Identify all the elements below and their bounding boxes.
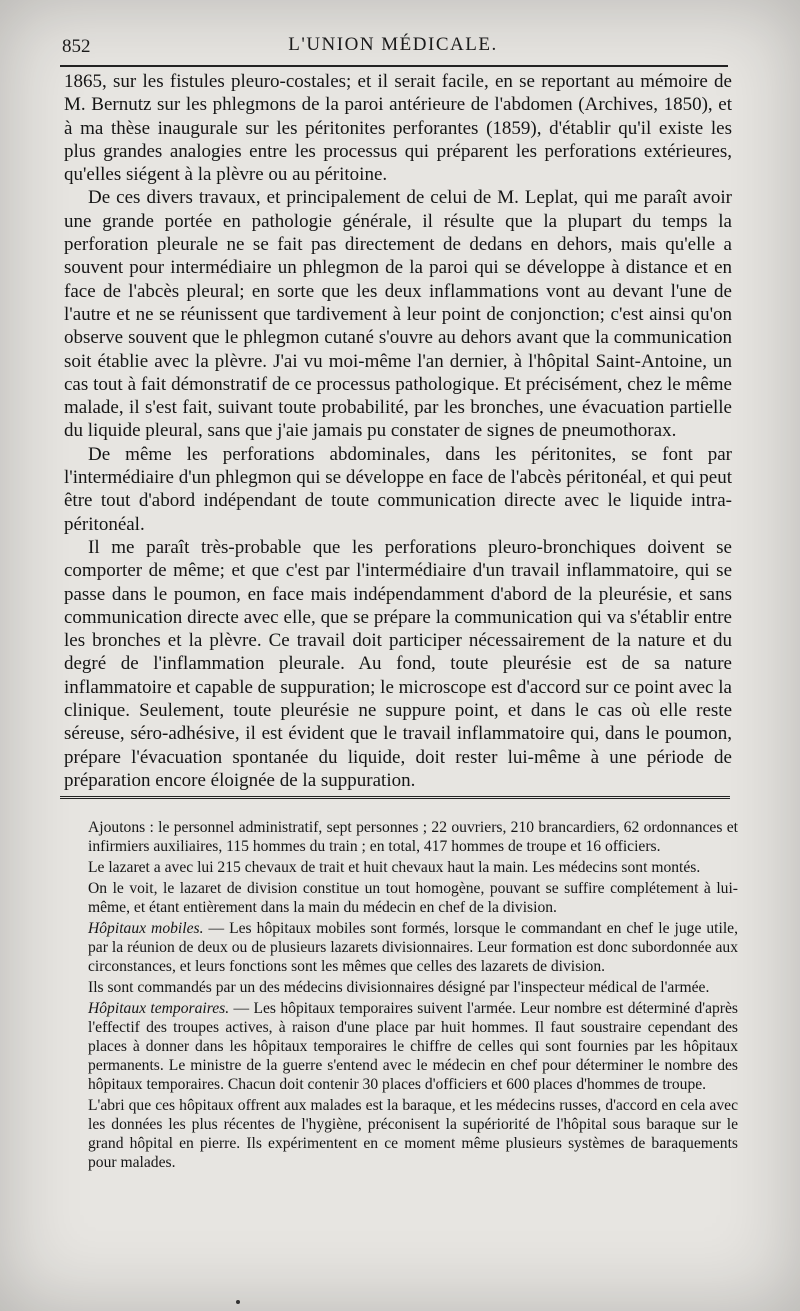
page-number: 852 xyxy=(62,36,91,57)
running-title: L'UNION MÉDICALE. xyxy=(288,34,498,55)
note-paragraph-5: Ils sont commandés par un des médecins divisionnaires désigné par l'inspecteur médical de l'armée. xyxy=(88,979,710,996)
paragraph-4: Il me paraît très-probable que les perforations pleuro-bronchiques doivent se comporter de même; et que c'est par l'intermédiaire d'un travail inflammatoire, qui se passe dans le poumon, en face mais indépendamment d'abord de la pleurésie, et sans communication directe avec elle, que se prépare la communication qui va s'établir entre les bronches et la plèvre. Ce travail doit participer nécessairement de la nature et du degré de l'inflammation pleurale. Au fond, toute pleurésie est de sa nature inflammatoire et capable de suppuration; le microscope est d'accord sur ce point avec la clinique. Seulement, toute pleurésie ne suppure point, et dans le cas où elle reste séreuse, séro-adhésive, il est évident que le travail inflammatoire qui, dans le poumon, prépare l'évacuation spontanée du liquide, doit rester lui-même à une période de préparation encore éloignée de la suppuration. xyxy=(64,536,732,791)
header-rule xyxy=(60,65,728,67)
paragraph-2: De ces divers travaux, et principalement de celui de M. Leplat, qui me paraît avoir une grande portée en pathologie générale, il résulte que la plupart du temps la perforation pleurale ne se fait pas directement de dedans en dehors, mais qu'elle a souvent pour intermédiaire un phlegmon de la paroi qui se développe à distance et en face de l'abcès pleural; en sorte que les deux inflammations vont au devant l'une de l'autre et ne se réunissent que tardivement à leur point de conjonction; c'est ainsi qu'on observe souvent que le phlegmon cutané s'ouvre au dehors avant que la communication soit établie avec la plèvre. J'ai vu moi-même l'an dernier, à l'hôpital Saint-Antoine, un cas tout à fait démonstratif de ce processus pathologique. Et précisément, chez le même malade, il s'est fait, suivant toute probabilité, par les bronches, une évacuation partielle du liquide pleural, sans que j'aie jamais pu constater de signes de pneumothorax. xyxy=(64,187,732,442)
note-text-hopitaux-temporaires: — Les hôpitaux temporaires suivent l'armée. Leur nombre est déterminé d'après l'effectif des troupes actives, à raison d'une place par huit hommes. Il faut soustraire cependant des places à donner dans les hôpitaux temporaires le chiffre de celles qui sont fournies par les hôpitaux permanents. Le ministre de la guerre s'entend avec le médecin en chef pour déterminer le nombre des hôpitaux temporaires. Chacun doit contenir 30 places d'officiers et 600 places d'hommes de troupe. xyxy=(88,1000,738,1093)
note-paragraph-7: L'abri que ces hôpitaux offrent aux malades est la baraque, et les médecins russes, d'accord en cela avec les données les plus récentes de l'hygiène, préconisent la supériorité de l'hôpital sous baraque sur le grand hôpital en pierre. Ils expérimentent en ce moment même plusieurs systèmes de baraquements pour malades. xyxy=(88,1097,738,1171)
note-paragraph-2: Le lazaret a avec lui 215 chevaux de trait et huit chevaux haut la main. Les médecins sont montés. xyxy=(88,859,701,876)
ink-speck xyxy=(236,1300,240,1304)
section-rule xyxy=(60,796,730,802)
paragraph-1: 1865, sur les fistules pleuro-costales; et il serait facile, en se reportant au mémoire de M. Bernutz sur les phlegmons de la paroi antérieure de l'abdomen (Archives, 1850), et à ma thèse inaugurale sur les péritonites perforantes (1859), d'établir qu'il existe les plus grandes analogies entre les processus qui préparent les perforations extérieures, qu'elles siégent à la plèvre ou au péritoine. xyxy=(64,71,732,186)
page-header xyxy=(62,30,724,62)
feuilleton-text xyxy=(88,818,738,1174)
note-heading-hopitaux-temporaires: Hôpitaux temporaires. xyxy=(88,1000,230,1017)
note-paragraph-3: On le voit, le lazaret de division constitue un tout homogène, pouvant se suffire complétement à lui-même, et étant entièrement dans la main du médecin en chef de la division. xyxy=(88,880,738,916)
note-text-hopitaux-mobiles: — Les hôpitaux mobiles sont formés, lorsque le commandant en chef le juge utile, par la réunion de deux ou de plusieurs lazarets divisionnaires. Leur formation est donc subordonnée aux circonstances, et leurs fonctions sont les mêmes que celles des lazarets de division. xyxy=(88,920,739,975)
note-paragraph-4 xyxy=(88,919,738,976)
note-paragraph-1: Ajoutons : le personnel administratif, sept personnes ; 22 ouvriers, 210 brancardiers, 62 ordonnances et infirmiers auxiliaires, 115 hommes du train ; en total, 417 hommes de troupe et 16 officiers. xyxy=(88,819,738,855)
note-paragraph-6 xyxy=(88,999,738,1094)
paragraph-3: De même les perforations abdominales, dans les péritonites, se font par l'intermédiaire d'un phlegmon qui se développe en face de l'abcès péritonéal, et qui peut être tout d'abord indépendant de toute communication directe avec le liquide intra-péritonéal. xyxy=(64,443,732,535)
main-text xyxy=(64,70,732,792)
note-heading-hopitaux-mobiles: Hôpitaux mobiles. xyxy=(88,920,204,937)
